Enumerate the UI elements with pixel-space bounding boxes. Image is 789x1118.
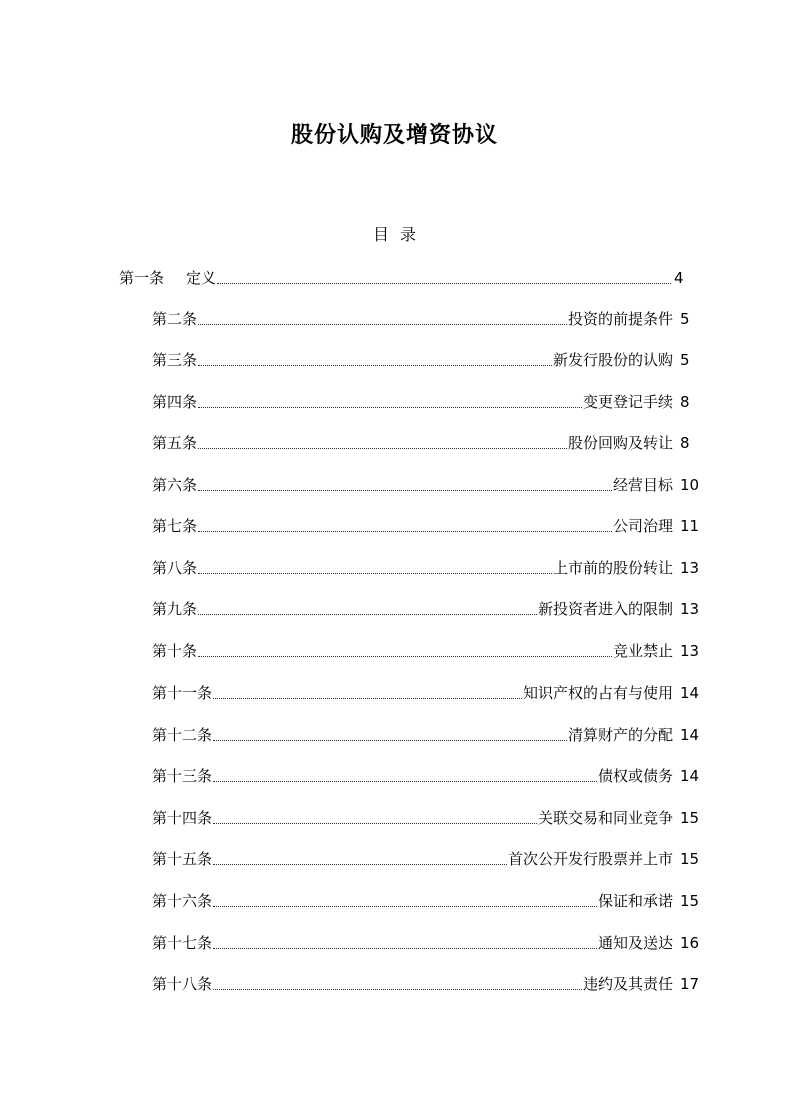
- toc-dot-leader: [198, 406, 582, 408]
- toc-dot-leader: [213, 739, 567, 741]
- toc-entry-title: 竞业禁止: [612, 642, 673, 660]
- toc-entry-number: 第十条: [152, 642, 198, 660]
- toc-entry[interactable]: [152, 725, 698, 745]
- toc-dot-leader: [217, 282, 671, 284]
- toc-entry-number: 第十四条: [152, 809, 213, 827]
- toc-entry-page: 16: [680, 934, 700, 952]
- toc-entry-title: 变更登记手续: [582, 393, 673, 411]
- toc-entry-page: 13: [680, 642, 700, 660]
- toc-entry-page: 15: [680, 850, 700, 868]
- toc-entry-number: 第六条: [152, 476, 198, 494]
- document-title: 股份认购及增资协议: [290, 122, 498, 148]
- toc-entry[interactable]: [152, 558, 698, 578]
- toc-entry-title: 知识产权的占有与使用: [522, 684, 673, 702]
- toc-entry-page: 13: [680, 559, 700, 577]
- toc-dot-leader: [213, 863, 507, 865]
- toc-entry-page: 4: [674, 269, 684, 287]
- toc-entry-page: 8: [680, 434, 690, 452]
- toc-dot-leader: [198, 364, 552, 366]
- toc-entry-title: 首次公开发行股票并上市: [507, 850, 673, 868]
- toc-heading: 目 录: [372, 225, 417, 244]
- toc-entry-title: 上市前的股份转让: [552, 559, 673, 577]
- toc-dot-leader: [198, 655, 612, 657]
- toc-entry-number: 第十一条: [152, 684, 213, 702]
- toc-entry-title: 债权或债务: [597, 767, 673, 785]
- toc-entry[interactable]: [119, 268, 684, 288]
- toc-entry-page: 10: [680, 476, 700, 494]
- toc-entry-page: 15: [680, 892, 700, 910]
- toc-entry[interactable]: [152, 599, 698, 619]
- toc-entry-title: 关联交易和同业竞争: [537, 809, 673, 827]
- toc-entry-page: 5: [680, 351, 690, 369]
- toc-dot-leader: [198, 572, 552, 574]
- toc-entry[interactable]: [152, 974, 698, 994]
- toc-entry-page: 13: [680, 600, 700, 618]
- toc-entry[interactable]: [152, 516, 698, 536]
- toc-entry[interactable]: [152, 849, 698, 869]
- toc-entry[interactable]: [152, 808, 698, 828]
- toc-entry[interactable]: [152, 392, 698, 412]
- toc-entry-number: 第十五条: [152, 850, 213, 868]
- toc-entry-page: 5: [680, 310, 690, 328]
- toc-entry-number: 第十八条: [152, 975, 213, 993]
- toc-entry[interactable]: [152, 933, 698, 953]
- toc-entry[interactable]: [152, 433, 698, 453]
- toc-entry-title: 经营目标: [612, 476, 673, 494]
- toc-entry-title: 违约及其责任: [582, 975, 673, 993]
- toc-entry-title: 股份回购及转让: [567, 434, 673, 452]
- toc-entry-page: 8: [680, 393, 690, 411]
- toc-entry-number: 第十六条: [152, 892, 213, 910]
- toc-dot-leader: [198, 323, 567, 325]
- toc-entry[interactable]: [152, 350, 698, 370]
- toc-entry-number: 第十二条: [152, 726, 213, 744]
- toc-dot-leader: [198, 447, 567, 449]
- toc-entry-title: 保证和承诺: [597, 892, 673, 910]
- toc-entry-number: 第三条: [152, 351, 198, 369]
- toc-entry-number: 第十七条: [152, 934, 213, 952]
- toc-entry-number: 第四条: [152, 393, 198, 411]
- toc-dot-leader: [198, 530, 612, 532]
- toc-entry-number: 第八条: [152, 559, 198, 577]
- toc-entry-page: 14: [680, 726, 700, 744]
- toc-dot-leader: [213, 947, 597, 949]
- toc-dot-leader: [198, 489, 612, 491]
- toc-entry-title: 投资的前提条件: [567, 310, 673, 328]
- toc-entry-title: 新发行股份的认购: [552, 351, 673, 369]
- toc-entry-title: 新投资者进入的限制: [537, 600, 673, 618]
- toc-dot-leader: [213, 988, 582, 990]
- toc-entry[interactable]: [152, 891, 698, 911]
- toc-entry-number: 第二条: [152, 310, 198, 328]
- toc-dot-leader: [213, 822, 537, 824]
- toc-entry-title: 定义: [186, 269, 217, 287]
- toc-entry[interactable]: [152, 683, 698, 703]
- toc-entry-page: 14: [680, 684, 700, 702]
- toc-dot-leader: [213, 697, 522, 699]
- toc-entry-title: 通知及送达: [597, 934, 673, 952]
- toc-entry-page: 17: [680, 975, 700, 993]
- toc-entry-page: 14: [680, 767, 700, 785]
- toc-dot-leader: [213, 780, 597, 782]
- toc-dot-leader: [198, 613, 537, 615]
- toc-entry-number: 第五条: [152, 434, 198, 452]
- toc-entry[interactable]: [152, 766, 698, 786]
- toc-entry-number: 第一条: [119, 269, 165, 287]
- toc-dot-leader: [213, 905, 597, 907]
- toc-entry-number: 第十三条: [152, 767, 213, 785]
- toc-entry[interactable]: [152, 309, 698, 329]
- toc-entry-number: 第七条: [152, 517, 198, 535]
- toc-entry[interactable]: [152, 641, 698, 661]
- toc-entry-title: 清算财产的分配: [567, 726, 673, 744]
- toc-entry-title: 公司治理: [612, 517, 673, 535]
- toc-entry[interactable]: [152, 475, 698, 495]
- toc-entry-page: 15: [680, 809, 700, 827]
- toc-entry-page: 11: [680, 517, 700, 535]
- toc-entry-number: 第九条: [152, 600, 198, 618]
